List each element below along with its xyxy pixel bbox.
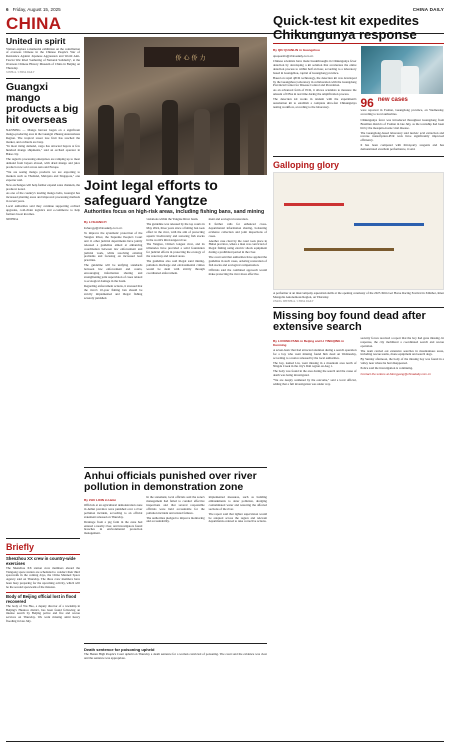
- cases-desc: were reported in Foshan, Guangdong province, on Wednesday, according to local authorities.: [360, 108, 444, 116]
- joint-headline: Joint legal efforts to safeguard Yangtze: [84, 177, 218, 208]
- paragraph: By Sunday afternoon, the body of the missing boy was found in a valley near where he had disappeared.: [360, 357, 444, 366]
- paragraph: The authorities pledged to improve monitoring and accountability.: [146, 515, 205, 524]
- paragraph: implemented measures, such as building embankments to deter pollution, dredging contaminated water and restoring the affected sections of the river.: [208, 495, 267, 511]
- text-column: [361, 337, 445, 388]
- vial-graphic: [401, 66, 419, 94]
- joint-byline: By LI SHANGYI: [84, 220, 107, 224]
- divider: [84, 467, 267, 468]
- visitor-figure: [248, 115, 264, 175]
- chik-email: qiuquanlin@chinadaily.com.cn: [273, 54, 314, 58]
- briefly-column: [6, 535, 80, 624]
- galloping-caption: A performer at an intercompany equestrian skills at the opening ceremony of the 2025 Xilin Gol Horse Racing Festival in Xilinhot, Inner Mongolia Autonomous Region, on Thursday.: [273, 291, 444, 299]
- text-column: [361, 46, 445, 153]
- paragraph: ment and ecological restoration.: [208, 217, 249, 221]
- paragraph: Chinese scientists have made breakthroughs in Chikungunya fever detection by developing a kit solution that accelerates the entire detection process to within half an hour, according to a laboratory based in Guangzhou, capital of Guangdong province.: [273, 59, 357, 75]
- united-title: United in spirit: [6, 36, 66, 46]
- cases-label: new cases: [377, 97, 408, 103]
- text-column: [146, 496, 204, 537]
- mango-body: [6, 129, 80, 222]
- anhui-article: [84, 464, 267, 537]
- galloping-credit: ZHANG ZHENHUA / CHINA DAILY: [273, 299, 314, 303]
- horse-festival-photo: [273, 172, 444, 290]
- cases-number: 96: [360, 96, 374, 110]
- brief-item: [6, 554, 80, 590]
- chik-byline: By QIU QUANLIN in Guangzhou: [273, 48, 320, 52]
- joint-columns: [84, 218, 267, 301]
- paragraph: violations within the Yangtze River basin.: [146, 217, 199, 221]
- left-column: [6, 37, 80, 223]
- right-column: [273, 14, 444, 388]
- brief-item: [6, 592, 80, 624]
- missing-byline: By LI DONGYANG in Beijing and LI YINGQING in Kunming: [273, 338, 344, 347]
- divider: [273, 43, 444, 44]
- chik-layout: [273, 46, 444, 153]
- paragraph: The guideline will be unifying standards between law enforcement and courts, encouraging information sharing and strengthening joint supervision of cases related to ecological damage in the basin.: [84, 263, 143, 283]
- paragraph: Based on rapid qPCR technology, the detection kit was developed by the Guangzhou Laboratory in collaboration with the Guangdong Provincial Center for Disease Control and Prevention.: [273, 75, 357, 88]
- death-sentence-brief: [84, 640, 267, 661]
- paragraph: Officials at an agricultural demonstration zone in Anhui province were punished over a river pollution incident, according to an official statement released on Thursday.: [84, 503, 143, 519]
- brief-head: Shenzhou XX crew in country-wide exercises: [6, 556, 76, 566]
- death-head: Death sentence for poisoning upheld: [84, 647, 155, 652]
- visitor-figure: [124, 113, 140, 175]
- paragraph: To improve the systematic protection of the Yangtze River, the Supreme People's Court and 11 other judicial departments have jointly released a guideline aimed at enhancing coordination between law enforcement and judicial work, while resolving existing problems and focusing on increased lead priorities.: [84, 231, 143, 263]
- paragraph: The guideline was released by the top courts in May 2024, three years since a fishing ban took effect in the river, with the aim of protecting aquatic biodiversity and restoring fish stocks in the world's third-longest river.: [146, 221, 205, 242]
- exhibition-sign-graphic: 侨心侨力: [144, 47, 239, 67]
- missing-headline: Missing boy found dead after extensive search: [273, 309, 426, 334]
- paragraph: Police said the investigation is continuing.: [360, 366, 413, 371]
- text-column: [209, 496, 267, 537]
- publication-name: CHINA DAILY: [412, 6, 444, 12]
- paragraph: The Yangtze, China's longest river, and its tributaries have provided a solid foundation for judicial efforts in protecting the ecology of the waterway and related areas.: [146, 242, 205, 259]
- paragraph: The team carried out extensive searches in mountainous areas, including rescue teams, drone equipment and search dogs.: [360, 348, 444, 357]
- divider: [273, 156, 444, 157]
- brief-text: The body of Wu Hao, a deputy director of a township in Beijing's Huairou district, has been found following an intense search by Beijing police and fire and rescue services on Thursday. Wu went missing amid heavy flooding in late July.: [6, 603, 80, 624]
- divider: [84, 643, 267, 644]
- missing-columns: [273, 337, 444, 388]
- paragraph: "We are seeing mango products we are exporting to markets such as Thailand, Malaysia and Singapore," one exporter said.: [6, 169, 80, 182]
- united-caption: Visitors explore a memorial exhibition on the contribution of overseas Chinese in the Chinese People's War of Resistance Against Japanese Aggression and World Anti-Fascist War titled 'Gathering of National Solidarity', at the Overseas Chinese History Museum of China in Beijing on Thursday.: [6, 46, 80, 71]
- chik-headline: Quick-test kit expedites Chikungunya response: [273, 13, 419, 42]
- text-column: [209, 218, 267, 301]
- paragraph: The court said that authorities have applied the guideline in such cases, ordering restoration of fish stocks and ecological compensation.: [208, 255, 267, 267]
- divider: [6, 78, 80, 79]
- paragraph: The detection kit works in tandem with the experiment's automation kit to establish a complete ultra-fast Chikungunya testing workflow, according to the laboratory.: [273, 97, 357, 109]
- briefly-title: Briefly: [6, 542, 35, 552]
- mango-headline: Guangxi mango products a big hit overseas: [6, 80, 79, 126]
- vial-graphic: [381, 60, 403, 94]
- visitor-figure: [162, 100, 178, 175]
- paragraph: As an advanced form of PCR, it allows scientists to measure the amount of DNA in real time during the amplification process.: [273, 88, 357, 97]
- paragraph: New exchanges will help further expand sales channels, the producer noted.: [6, 182, 80, 191]
- banner-graphic: [354, 223, 424, 226]
- joint-email: lishangyi@chinadaily.com.cn: [84, 226, 123, 230]
- text-column: [84, 218, 142, 301]
- death-text: The Henan High People's Court upheld on Thursday a death sentence for a woman convicted of poisoning. The court said the evidence was clear and the sentence was appropriate.: [84, 652, 267, 660]
- anhui-headline: Anhui officials punished over river pollution in demonstration zone: [84, 470, 257, 493]
- paragraph: Chikungunya fever was introduced throughout Guangdong from Brazilian districts of Foshan in late July, as the township had been hit by the mosquito-borne viral disease.: [360, 117, 444, 130]
- paragraph: Regarding enforcement actions, it stressed that the river's 10-year fishing ban should be strictly implemented and illegal fishing severely punished.: [84, 283, 143, 300]
- paragraph: "We are deeply saddened by the outcome," said a local official, adding that a full investigation was under way.: [273, 378, 357, 387]
- paragraph: Local authorities said they continue supporting orchard upgrades, cold-chain logistics and e-commerce to help farmers boost incomes.: [6, 204, 80, 216]
- paragraph: "In most rising demand, cargo has attracted buyers at few hundred mango shipments," said an orchard operator in Baise city.: [6, 144, 80, 157]
- visitor-figure: [224, 103, 240, 175]
- joint-article: [84, 178, 267, 301]
- exhibition-photo: [84, 37, 267, 175]
- banner-graphic: [284, 203, 344, 206]
- paragraph: It has been compared with third-party reagents and has demonstrated excellent performance, it said.: [360, 143, 444, 152]
- paragraph: A seven-basic that had attracted attention during a search operation for a boy who went missing found him dead on Wednesday, according to a notice released by the local authorities.: [273, 347, 357, 360]
- paragraph: XINHUA: [6, 216, 19, 221]
- paragraph: The Guangdong-based laboratory said nucleic acid extraction and reverse transcription-PCR tests have significantly improved efficiency.: [360, 130, 444, 143]
- text-column: [273, 337, 357, 388]
- footer-rule: [6, 741, 444, 742]
- divider: [273, 307, 444, 308]
- anhui-columns: [84, 496, 267, 537]
- paragraph: security forces received a report that the boy had gone missing. In response, the city mobilized a coordinated search and rescue operation.: [360, 335, 444, 348]
- paragraph: Drainage from a pig farm in the zone had entered a nearby river, and investigators found breaches in environmental protection management.: [84, 519, 143, 536]
- paragraph: The guideline also said illegal sand mining, pollution discharge and environmental crimes would be dealt with strictly through coordinated enforcement.: [146, 259, 205, 275]
- galloping-title: Galloping glory: [273, 160, 340, 171]
- brief-text: The Shenzhou XX station crew members aboard the Tiangong space station are scheduled to conduct their third spacewalk in the coming days, the China Manned Space Agency said on Thursday. The three crew members have been busy preparing for the upcoming activity, which will be the second spacewalk of the mission.: [6, 565, 80, 590]
- anhui-byline: By ZHU LIXIN in Hefei: [84, 498, 116, 502]
- contact-writers: Contact the writers at lidongyang@chinadaily.com.cn: [360, 372, 431, 377]
- paragraph: As one of the country's leading mango belts, Guangxi has increased planting areas and improved processing methods in recent years.: [6, 191, 80, 204]
- visitor-figure: [194, 109, 210, 175]
- divider: [6, 538, 80, 539]
- visitor-figure: [98, 105, 114, 175]
- paragraph: The report said that tighter supervision would be adopted across the region and relevant departments ordered to take corrective actions.: [208, 511, 267, 524]
- page-date: Friday, August 15, 2025: [12, 6, 61, 12]
- paragraph: NANNING — Mango harvest began on a significant mango-producing area in the Guangxi Zhuang Autonomous Region. The tropical sweet tree fruit has reached the market, and orchards are busy.: [6, 127, 80, 144]
- joint-subhead: Authorities focus on high-risk areas, including fishing bans, sand mining: [84, 209, 265, 215]
- paragraph: In the statement, local officials said the zone's management had failed to conduct effective inspections and that several responsible officials were held accountable for the pollution incident and related failures.: [146, 495, 205, 515]
- paragraph: The body was found in the area during the search and the cause of death was being investigated.: [273, 369, 357, 378]
- paragraph: The region's processing enterprises are ramping up to meet demand from buyers abroad, with dried mango and juice products now sold across Asia and Europe.: [6, 157, 80, 169]
- banner-graphic: [304, 248, 394, 251]
- text-column: [84, 496, 142, 537]
- paragraph: It further calls for enhanced cross-departmental information sharing, bolstering evidence collection and joint inspections of cases.: [208, 221, 267, 238]
- page-number: 6: [6, 6, 9, 12]
- brief-head: Body of Beijing official lost in flood recovered: [6, 594, 77, 604]
- paragraph: Officials said the combined approach would make protecting the river more effective.: [208, 267, 267, 276]
- text-column: [273, 46, 357, 153]
- paragraph: Another case cited by the court took place in Hubei province, where a man was convicted of illegal fishing using electric shock equipment during a prohibited period in the river.: [208, 238, 267, 255]
- lab-photo: [361, 46, 443, 94]
- united-credit: XINHUA / CHINA DAILY: [6, 70, 35, 74]
- text-column: [146, 218, 204, 301]
- section-title: CHINA: [6, 14, 62, 33]
- paragraph: The boy, named Liu, went missing in a mountain area north of Ningde Creek in the city's Dali region on Aug 1.: [273, 360, 357, 369]
